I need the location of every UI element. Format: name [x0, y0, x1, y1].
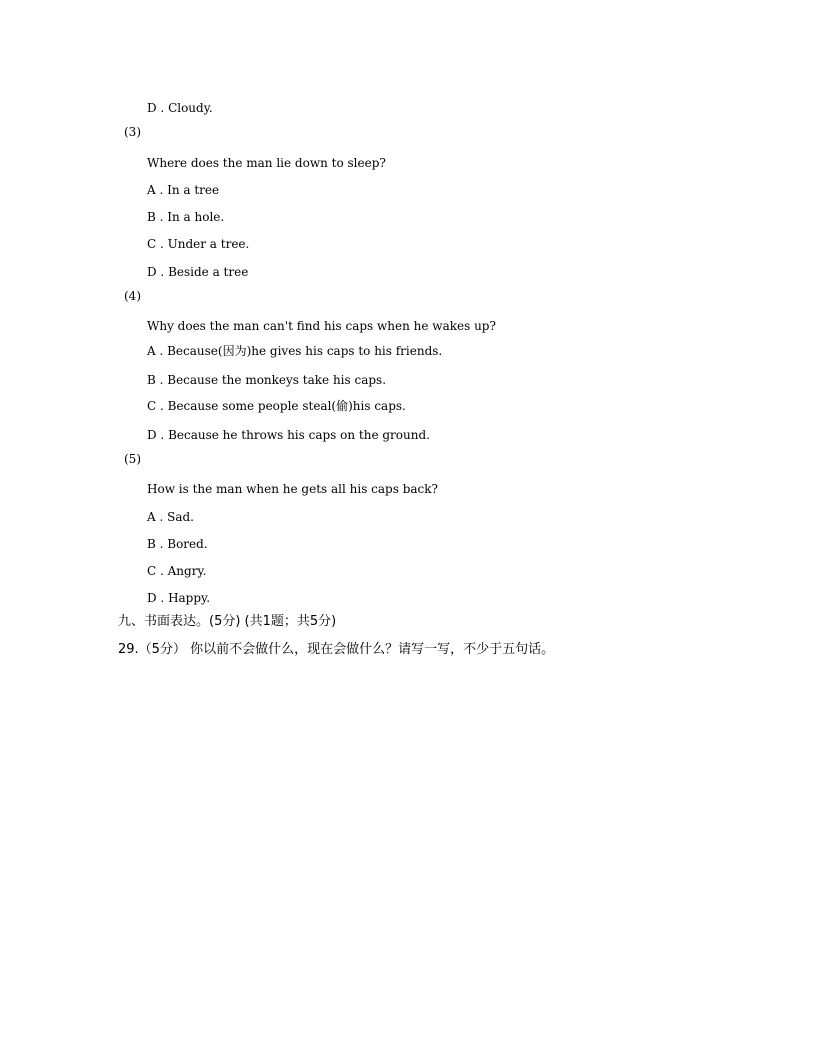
option-d: D . Happy.	[147, 591, 211, 605]
option-d: D . Cloudy.	[147, 101, 213, 115]
section-heading: 九、书面表达。(5分) (共1题；共5分)	[118, 614, 337, 629]
option-d: D . Beside a tree	[147, 265, 249, 279]
option-a: A . Sad.	[147, 510, 194, 524]
question-number: (5)	[124, 452, 141, 466]
option-b: B . Bored.	[147, 537, 208, 551]
option-b: B . In a hole.	[147, 210, 225, 224]
option-d: D . Because he throws his caps on the ground.	[147, 428, 430, 442]
option-a: A . Because(因为)he gives his caps to his friends.	[147, 344, 443, 358]
option-b: B . Because the monkeys take his caps.	[147, 373, 387, 387]
question-text: Where does the man lie down to sleep?	[147, 156, 386, 170]
question-number: (4)	[124, 289, 141, 303]
option-c: C . Because some people steal(偷)his caps.	[147, 399, 406, 413]
option-c: C . Under a tree.	[147, 237, 250, 251]
option-c: C . Angry.	[147, 564, 207, 578]
question-number: (3)	[124, 125, 141, 139]
question-text: How is the man when he gets all his caps back?	[147, 482, 438, 496]
question-text: Why does the man can't find his caps when he wakes up?	[147, 319, 496, 333]
question-29: 29.（5分） 你以前不会做什么，现在会做什么？请写一写，不少于五句话。	[118, 642, 555, 657]
option-a: A . In a tree	[147, 183, 220, 197]
